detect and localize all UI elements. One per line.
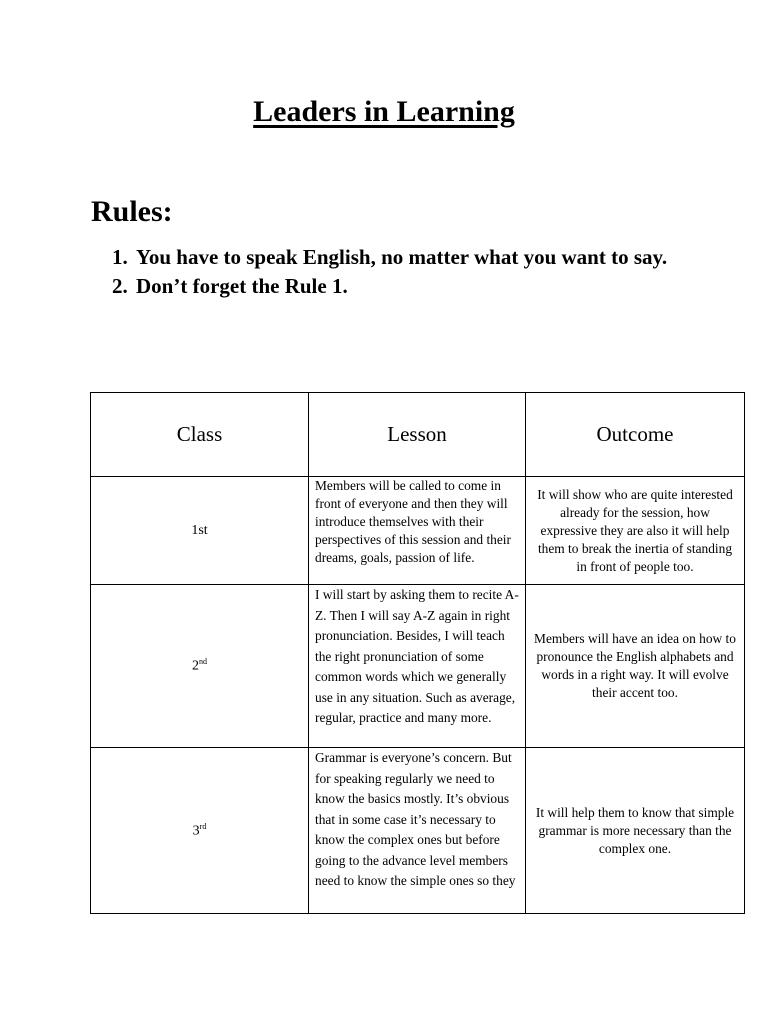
rule-number: 1. bbox=[112, 245, 128, 269]
rules-list bbox=[112, 244, 672, 302]
lesson-text: Members will be called to come in front of everyone and then they will introduce themselves with their perspectives of this session and their dreams, goals, passion of life. bbox=[315, 478, 511, 565]
table-header-row bbox=[91, 393, 745, 477]
column-header-class: Class bbox=[91, 393, 309, 477]
rule-text: Don’t forget the Rule 1. bbox=[136, 274, 348, 298]
lesson-text: I will start by asking them to recite A-Z. Then I will say A-Z again in right pronunciation. Besides, I will teach the right pronunciation of some common words which we generally use in any situation. Such as average, regular, practice and many more. bbox=[315, 587, 519, 725]
column-header-lesson: Lesson bbox=[309, 393, 526, 477]
table-row bbox=[91, 477, 745, 585]
rule-item bbox=[112, 244, 672, 271]
lesson-text: Grammar is everyone’s concern. But for speaking regularly we need to know the basics mostly. It’s obvious that in some case it’s necessary to know the complex ones but before going to the advance level members need to know the simple ones so they bbox=[315, 750, 516, 888]
lesson-cell bbox=[309, 477, 526, 585]
class-cell: 1st bbox=[91, 477, 309, 585]
outcome-cell: It will help them to know that simple grammar is more necessary than the complex one. bbox=[526, 748, 745, 914]
rules-heading: Rules: bbox=[91, 195, 173, 228]
lesson-cell bbox=[309, 585, 526, 748]
table-row bbox=[91, 748, 745, 914]
class-number: 3 bbox=[192, 823, 200, 839]
rule-item bbox=[112, 273, 672, 300]
class-ordinal-suffix: nd bbox=[199, 657, 207, 667]
lesson-cell bbox=[309, 748, 526, 914]
class-cell bbox=[91, 748, 309, 914]
outcome-cell: It will show who are quite interested already for the session, how expressive they are also it will help them to break the inertia of standing in front of people too. bbox=[526, 477, 745, 585]
rule-text: You have to speak English, no matter what you want to say. bbox=[136, 245, 668, 269]
class-cell bbox=[91, 585, 309, 748]
outcome-cell: Members will have an idea on how to pronounce the English alphabets and words in a right way. It will evolve their accent too. bbox=[526, 585, 745, 748]
class-number: 2 bbox=[192, 658, 199, 674]
class-ordinal-suffix: rd bbox=[199, 821, 207, 831]
page-title: Leaders in Learning bbox=[253, 95, 515, 128]
table-row bbox=[91, 585, 745, 748]
rule-number: 2. bbox=[112, 274, 128, 298]
column-header-outcome: Outcome bbox=[526, 393, 745, 477]
lesson-plan-table bbox=[90, 392, 745, 914]
